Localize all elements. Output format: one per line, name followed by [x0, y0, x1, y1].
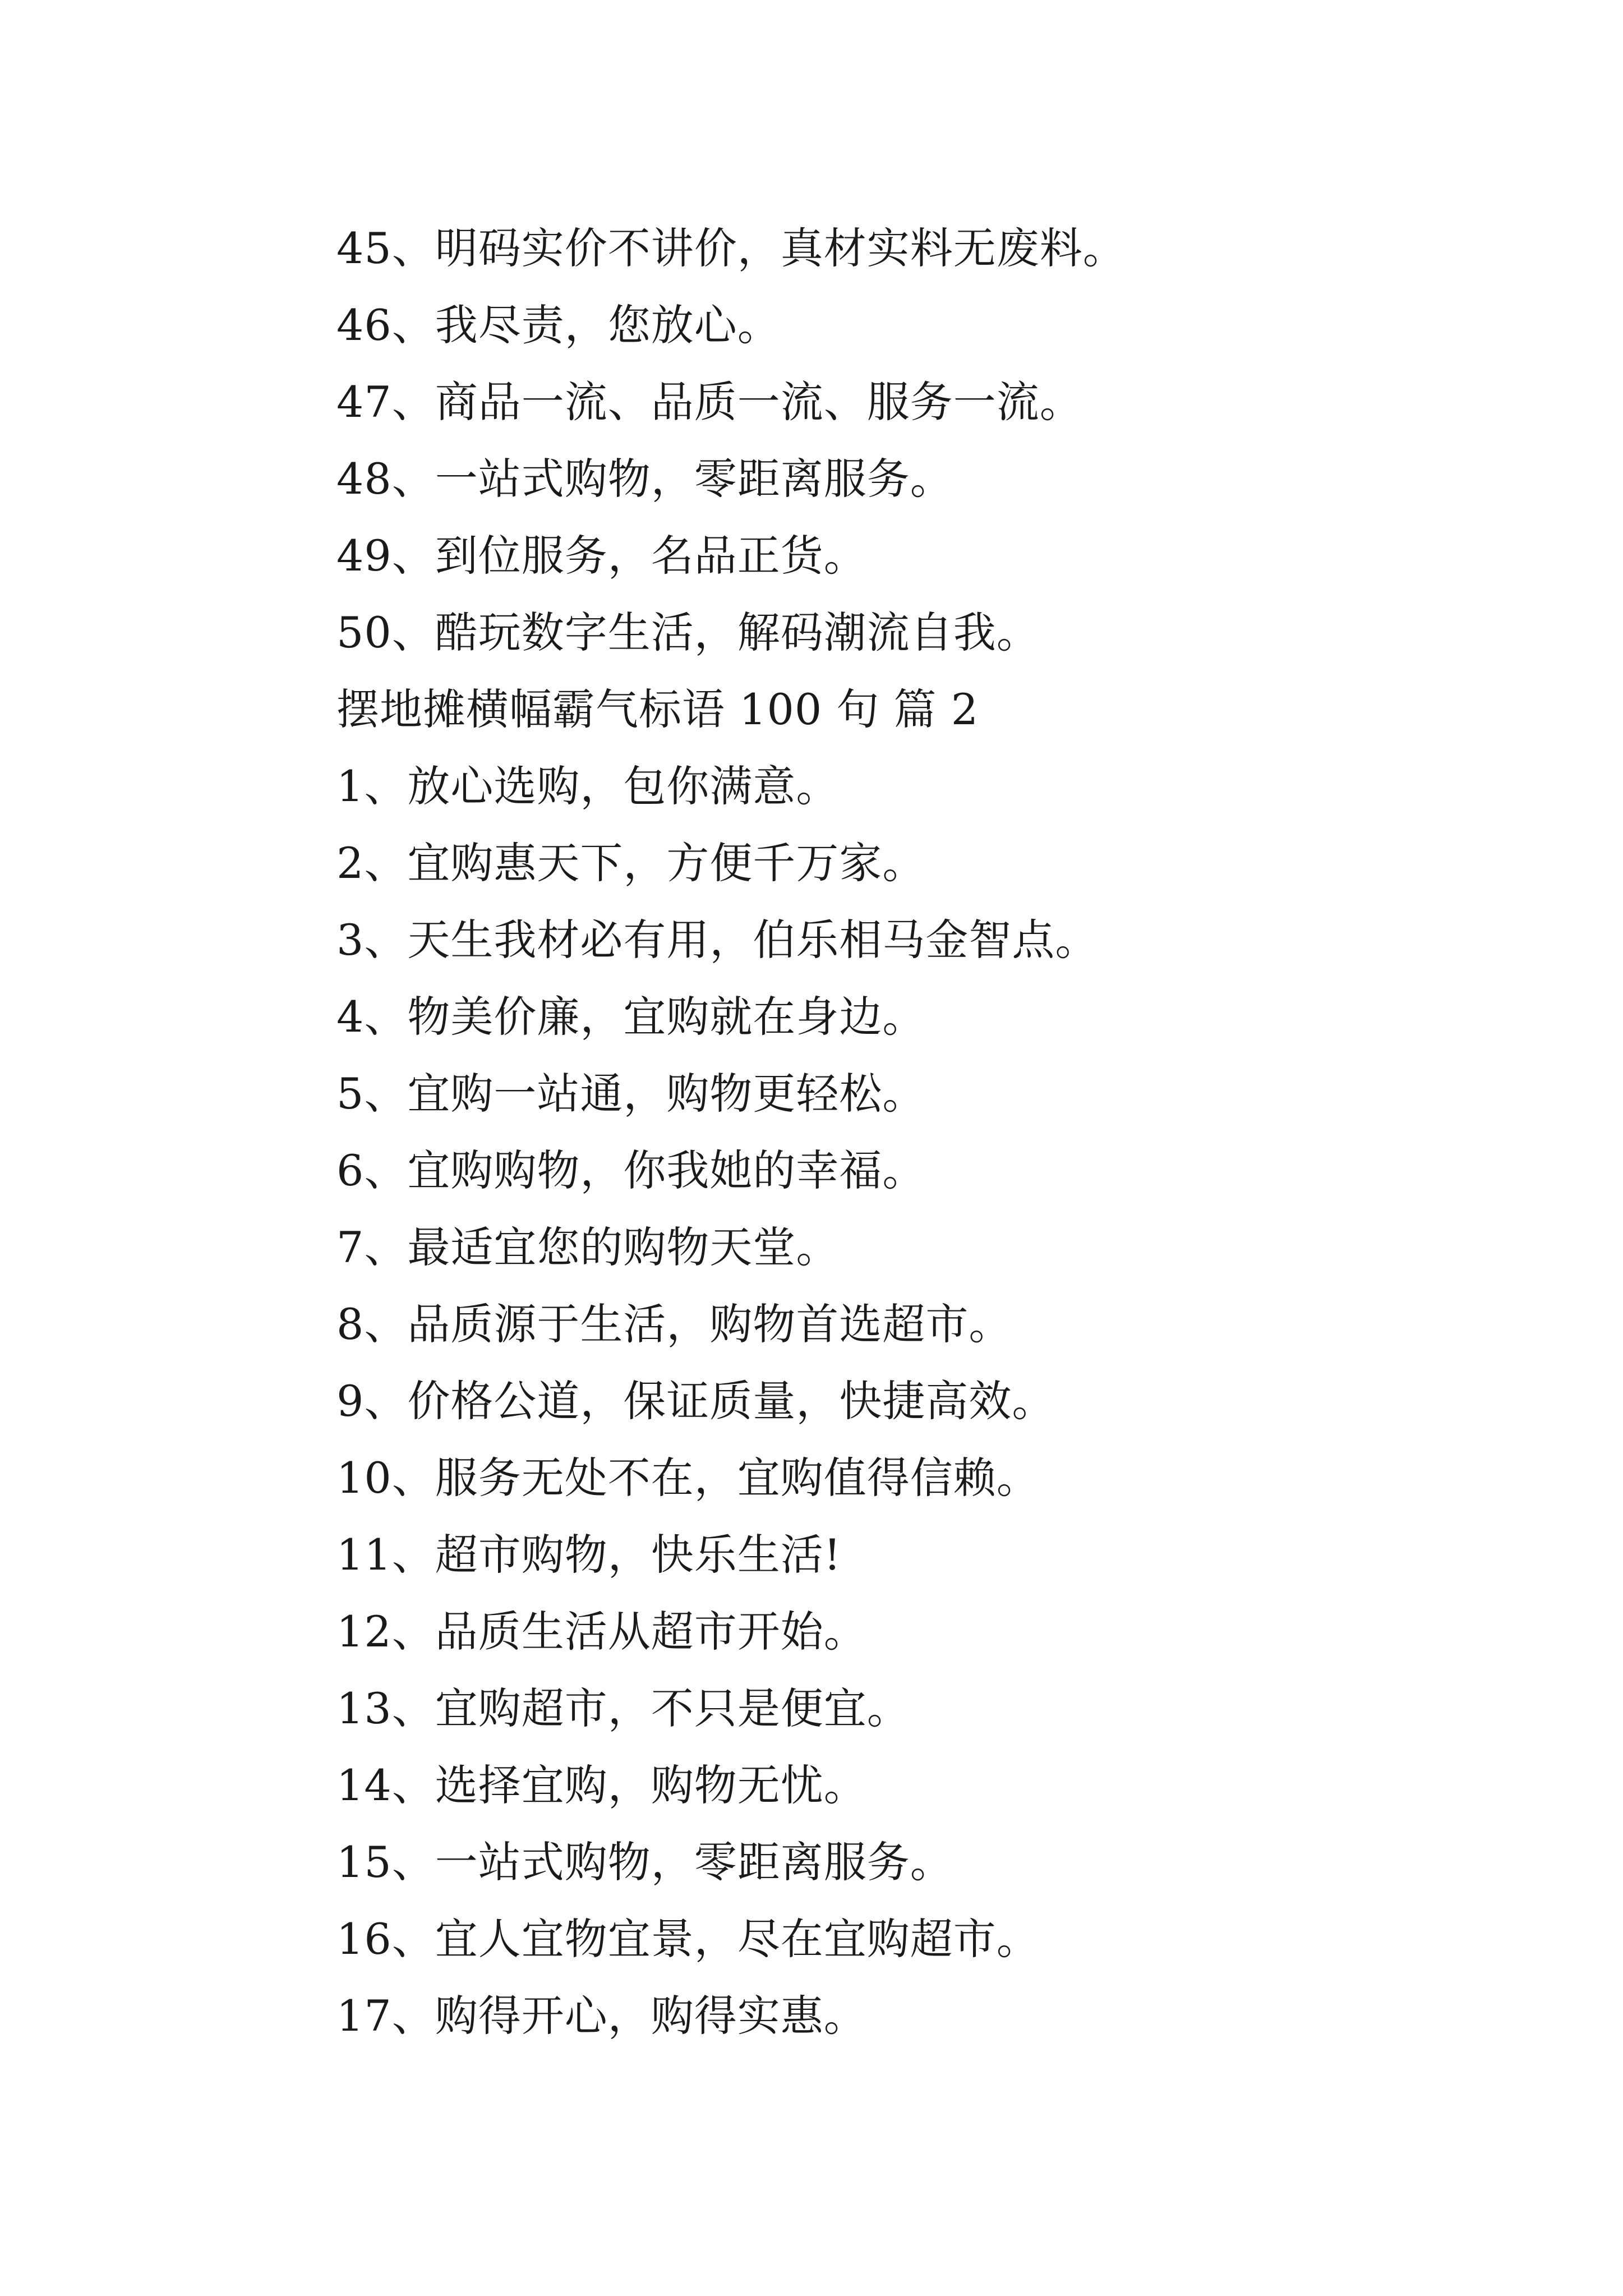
list-item: 13、宜购超市，不只是便宜。: [336, 1683, 910, 1733]
section-heading: 摆地摊横幅霸气标语 100 句 篇 2: [336, 684, 979, 734]
list-item: 4、物美价廉，宜购就在身边。: [336, 992, 926, 1042]
list-item: 2、宜购惠天下，方便千万家。: [336, 838, 926, 888]
list-item: 47、商品一流、品质一流、服务一流。: [336, 377, 1083, 427]
list-item: 5、宜购一站通，购物更轻松。: [336, 1069, 926, 1119]
slogan-list: [336, 748, 1514, 2054]
list-item: 11、超市购物，快乐生活!: [336, 1530, 842, 1580]
list-item: 8、品质源于生活，购物首选超市。: [336, 1299, 1012, 1349]
list-item: 45、明码实价不讲价，真材实料无废料。: [336, 223, 1126, 273]
list-item: 50、酷玩数字生活，解码潮流自我。: [336, 608, 1040, 657]
list-item: 17、购得开心，购得实惠。: [336, 1991, 867, 2041]
list-item: 10、服务无处不在，宜购值得信赖。: [336, 1453, 1040, 1503]
list-item: 6、宜购购物，你我她的幸福。: [336, 1145, 926, 1195]
document-body: [336, 210, 1514, 2054]
list-item: 14、选择宜购，购物无忧。: [336, 1760, 867, 1810]
list-item: 48、一站式购物，零距离服务。: [336, 454, 953, 504]
list-item: 12、品质生活从超市开始。: [336, 1607, 867, 1657]
list-item: 9、价格公道，保证质量，快捷高效。: [336, 1376, 1055, 1426]
list-item: 7、最适宜您的购物天堂。: [336, 1222, 840, 1272]
list-item: 16、宜人宜物宜景，尽在宜购超市。: [336, 1914, 1040, 1964]
list-item: 3、天生我材必有用，伯乐相马金智点。: [336, 915, 1099, 965]
list-item: 49、到位服务，名品正货。: [336, 531, 867, 581]
list-item: 46、我尽责，您放心。: [336, 300, 781, 350]
list-item: 1、放心选购，包你满意。: [336, 761, 840, 811]
slogan-list-previous: [336, 210, 1514, 671]
list-item: 15、一站式购物，零距离服务。: [336, 1837, 953, 1887]
